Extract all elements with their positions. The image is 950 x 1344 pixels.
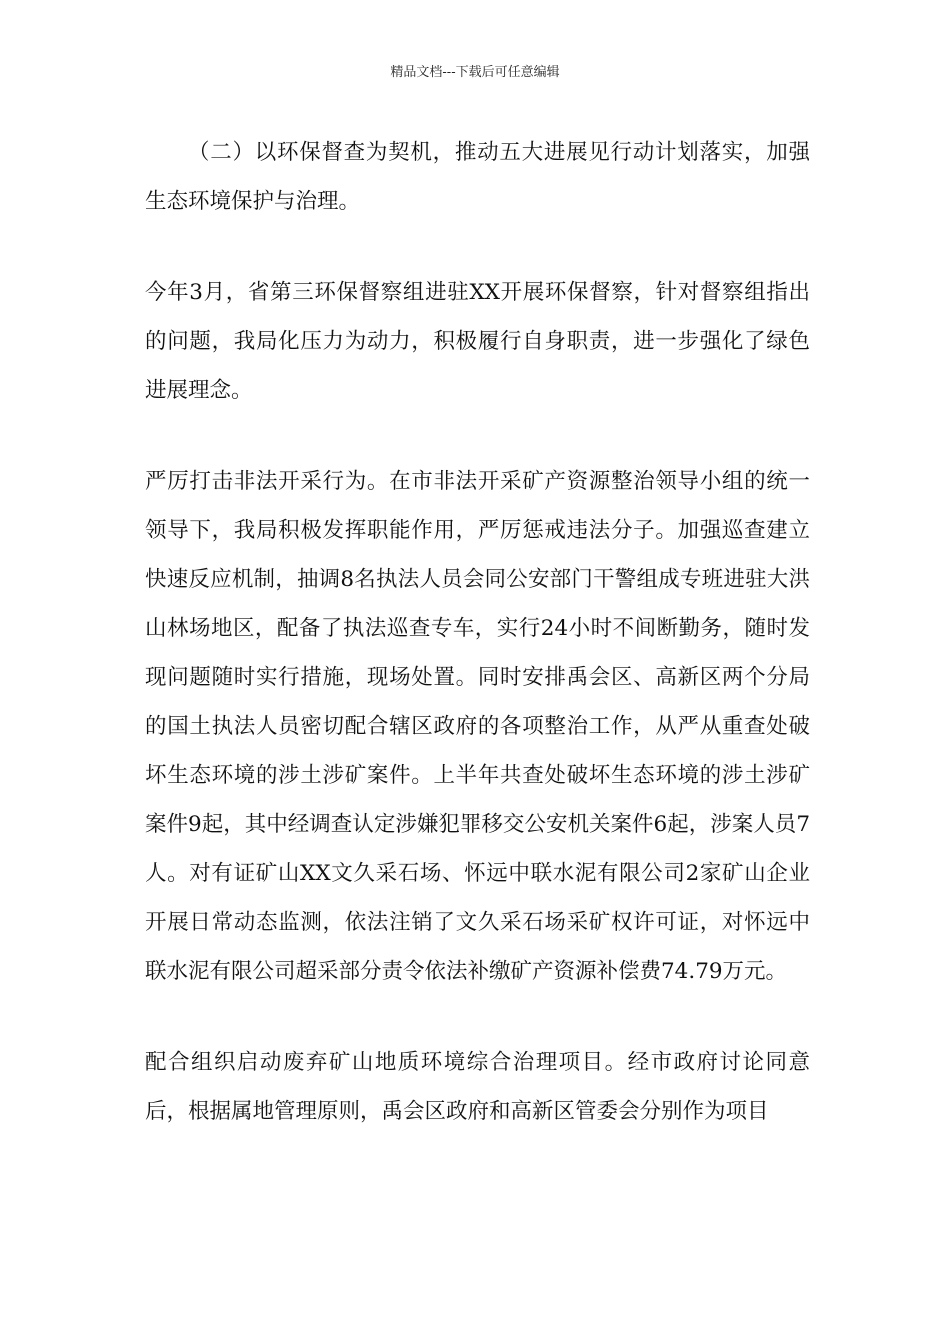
paragraph-gap [145,415,810,457]
paragraph-gap [145,996,810,1038]
page-header: 精品文档---下载后可任意编辑 [390,65,560,80]
document-body [145,128,810,1136]
paragraph-inspection-intro: 今年3月，省第三环保督察组进驻XX开展环保督察，针对督察组指出的问题，我局化压力为动力，积极履行自身职责，进一步强化了绿色进展理念。 [145,280,810,403]
paragraph-section-heading: （二）以环保督查为契机，推动五大进展见行动计划落实，加强生态环境保护与治理。 [145,140,810,214]
paragraph-illegal-mining: 严厉打击非法开采行为。在市非法开采矿产资源整治领导小组的统一领导下，我局积极发挥职能作用，严厉惩戒违法分子。加强巡查建立快速反应机制，抽调8名执法人员会同公安部门干警组成专班进驻大洪山林场地区，配备了执法巡查专车，实行24小时不间断勤务，随时发现问题随时实行措施，现场处置。同时安排禹会区、高新区两个分局的国土执法人员密切配合辖区政府的各项整治工作，从严从重查处破坏生态环境的涉土涉矿案件。上半年共查处破坏生态环境的涉土涉矿案件9起，其中经调查认定涉嫌犯罪移交公安机关案件6起，涉案人员7人。对有证矿山XX文久采石场、怀远中联水泥有限公司2家矿山企业开展日常动态监测，依法注销了文久采石场采矿权许可证，对怀远中联水泥有限公司超采部分责令依法补缴矿产资源补偿费74.79万元。 [145,469,810,984]
paragraph-gap [145,226,810,268]
paragraph-mine-restoration: 配合组织启动废弃矿山地质环境综合治理项目。经市政府讨论同意后，根据属地管理原则，禹会区政府和高新区管委会分别作为项目 [145,1050,810,1124]
